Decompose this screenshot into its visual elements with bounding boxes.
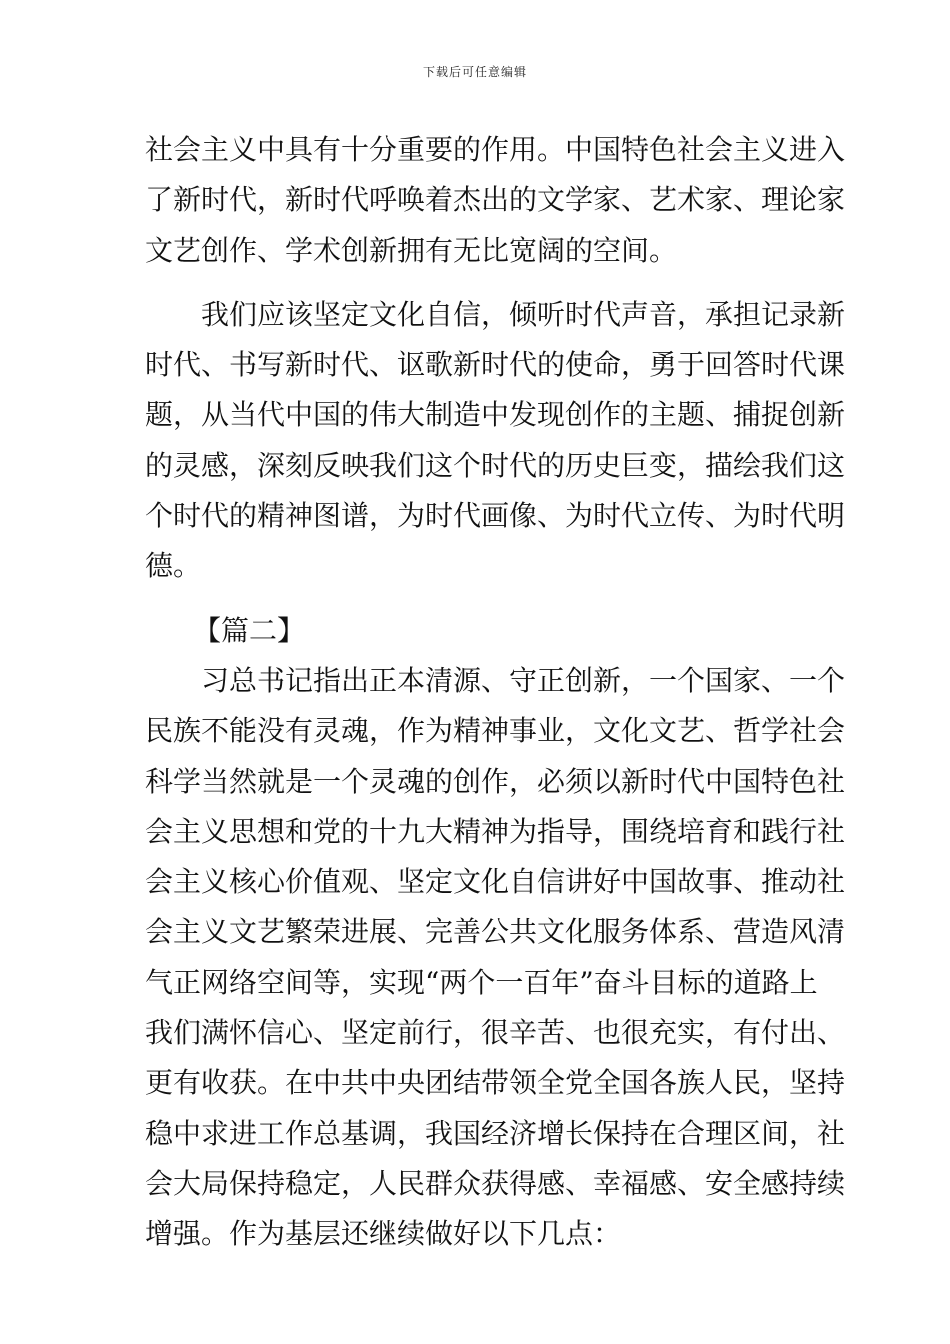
paragraph-1-line-2: 了新时代，新时代呼唤着杰出的文学家、艺术家、理论家 <box>145 183 846 217</box>
paragraph-3-line-5: 会主义核心价值观、坚定文化自信讲好中国故事、推动社 <box>145 865 846 899</box>
document-body <box>145 125 846 1260</box>
paragraph-1-line-3: 文艺创作、学术创新拥有无比宽阔的空间。 <box>145 233 678 267</box>
paragraph-3-line-7: 气正网络空间等，实现“两个一百年”奋斗目标的道路上 <box>145 965 818 999</box>
paragraph-2-line-6: 德。 <box>145 549 202 583</box>
paragraph-2-line-5: 个时代的精神图谱，为时代画像、为时代立传、为时代明 <box>145 499 846 533</box>
paragraph-2-line-2: 时代、书写新时代、讴歌新时代的使命，勇于回答时代课 <box>145 348 846 382</box>
paragraph-3-line-1: 习总书记指出正本清源、守正创新，一个国家、一个 <box>201 663 846 697</box>
paragraph-3-line-9: 更有收获。在中共中央团结带领全党全国各族人民，坚持 <box>145 1066 846 1100</box>
paragraph-3-line-2: 民族不能没有灵魂，作为精神事业，文化文艺、哲学社会 <box>145 714 846 748</box>
paragraph-1-line-1: 社会主义中具有十分重要的作用。中国特色社会主义进入 <box>145 133 846 166</box>
paragraph-gap <box>145 592 810 606</box>
paragraph-2-line-1: 我们应该坚定文化自信，倾听时代声音，承担记录新 <box>201 297 846 331</box>
paragraph-3-line-4: 会主义思想和党的十九大精神为指导，围绕培育和践行社 <box>145 814 846 848</box>
paragraph-3-line-8: 我们满怀信心、坚定前行，很辛苦、也很充实，有付出、 <box>145 1016 846 1050</box>
paragraph-3-line-12: 增强。作为基层还继续做好以下几点： <box>145 1217 622 1251</box>
paragraph-3-line-11: 会大局保持稳定，人民群众获得感、幸福感、安全感持续 <box>145 1166 846 1200</box>
page-header: 下载后可任意编辑 <box>422 65 527 79</box>
paragraph-gap <box>145 276 810 290</box>
paragraph-3-line-6: 会主义文艺繁荣进展、完善公共文化服务体系、营造风清 <box>145 915 846 949</box>
paragraph-2-line-4: 的灵感，深刻反映我们这个时代的历史巨变，描绘我们这 <box>145 448 846 482</box>
section-heading: 【篇二】 <box>193 613 306 647</box>
paragraph-3-line-10: 稳中求进工作总基调，我国经济增长保持在合理区间，社 <box>145 1116 846 1150</box>
paragraph-3-line-3: 科学当然就是一个灵魂的创作，必须以新时代中国特色社 <box>145 764 846 798</box>
paragraph-2-line-3: 题，从当代中国的伟大制造中发现创作的主题、捕捉创新 <box>145 398 846 432</box>
